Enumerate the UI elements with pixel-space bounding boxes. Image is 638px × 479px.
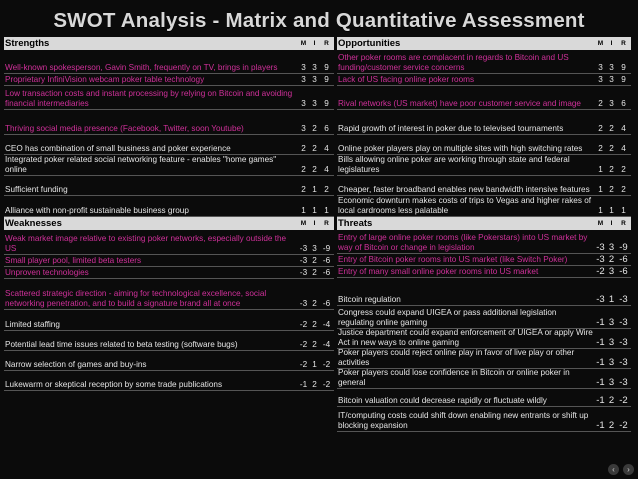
r-value: -6: [619, 254, 628, 265]
i-value: 3: [608, 377, 615, 388]
opportunities-row: [337, 196, 631, 217]
m-value: 3: [598, 63, 603, 72]
item-text: Poker players could reject online play in favor of live play or other activities: [338, 349, 575, 367]
item-text: Potential lead time issues related to beta testing (software bugs): [5, 340, 238, 349]
m-value: -1: [596, 420, 605, 431]
r-header: R: [324, 219, 329, 227]
r-value: 4: [324, 165, 329, 174]
r-value: -2: [619, 420, 628, 431]
m-value: 3: [301, 124, 306, 133]
m-header: M: [597, 219, 604, 227]
strengths-row: [4, 135, 334, 155]
r-value: 2: [621, 165, 626, 174]
i-value: 3: [609, 75, 614, 84]
m-value: 3: [598, 75, 603, 84]
r-value: -6: [322, 256, 331, 265]
opportunities-row: [337, 110, 631, 135]
weaknesses-list: [4, 230, 334, 391]
i-value: 3: [609, 63, 614, 72]
item-text: Lukewarm or skeptical reception by some trade publications: [5, 380, 223, 389]
opportunities-row: [337, 135, 631, 155]
r-value: 6: [324, 124, 329, 133]
r-value: -3: [619, 357, 628, 368]
r-value: -9: [322, 244, 331, 253]
r-header: R: [324, 39, 329, 47]
i-value: 2: [312, 144, 317, 153]
strengths-label: Strengths: [5, 37, 50, 49]
i-value: 2: [609, 165, 614, 174]
i-value: 2: [608, 395, 615, 406]
m-value: 2: [598, 124, 603, 133]
r-value: 9: [324, 75, 329, 84]
item-text: Rapid growth of interest in poker due to televised tournaments: [338, 124, 564, 133]
i-value: 3: [312, 63, 317, 72]
threats-header: [337, 217, 631, 230]
weaknesses-row: [4, 279, 334, 310]
threats-row: [337, 329, 631, 349]
i-value: 2: [312, 299, 317, 308]
r-value: -9: [619, 242, 628, 253]
m-value: -3: [596, 254, 605, 265]
i-value: 1: [608, 294, 615, 305]
opportunities-header: [337, 37, 631, 50]
threats-label: Threats: [338, 217, 373, 229]
m-value: 1: [598, 165, 603, 174]
opportunities-row: [337, 50, 631, 74]
threats-row: [337, 306, 631, 329]
weaknesses-header: [4, 217, 334, 230]
i-value: 2: [609, 124, 614, 133]
i-value: 2: [312, 165, 317, 174]
i-header: I: [610, 39, 613, 47]
r-value: 9: [621, 75, 626, 84]
i-value: 3: [312, 244, 317, 253]
threats-row: [337, 254, 631, 266]
item-text: Unproven technologies: [5, 268, 89, 277]
m-value: -3: [299, 299, 308, 308]
r-value: 4: [324, 144, 329, 153]
m-value: 2: [598, 99, 603, 108]
opportunities-row: [337, 86, 631, 110]
m-value: 2: [598, 144, 603, 153]
m-value: 3: [301, 99, 306, 108]
item-text: Other poker rooms are complacent in regards to Bitcoin and US funding/customer service concerns: [338, 53, 569, 72]
item-text: Weak market image relative to existing poker networks, especially outside the US: [5, 234, 287, 253]
i-value: 3: [608, 357, 615, 368]
m-value: -1: [596, 337, 605, 348]
r-value: -6: [619, 266, 628, 277]
item-text: Proprietary InfiniVision webcam poker table technology: [5, 75, 205, 84]
m-value: -2: [299, 340, 308, 349]
i-value: 3: [608, 317, 615, 328]
strengths-row: [4, 74, 334, 86]
i-value: 2: [312, 124, 317, 133]
i-value: 1: [609, 206, 614, 215]
m-value: -1: [299, 380, 308, 389]
weaknesses-row: [4, 331, 334, 351]
item-text: Economic downturn makes costs of trips to Vegas and higher rakes of local cardrooms less palatable: [338, 196, 592, 215]
item-text: Lack of US facing online poker rooms: [338, 75, 475, 84]
i-value: 1: [312, 185, 317, 194]
i-value: 2: [608, 254, 615, 265]
i-value: 2: [609, 185, 614, 194]
i-header: I: [313, 39, 316, 47]
r-value: -3: [619, 377, 628, 388]
i-header: I: [313, 219, 316, 227]
item-text: Rival networks (US market) have poor customer service and image: [338, 99, 581, 108]
m-value: 3: [301, 75, 306, 84]
m-value: -1: [596, 357, 605, 368]
m-value: -1: [596, 317, 605, 328]
i-value: 2: [312, 256, 317, 265]
m-value: -3: [299, 244, 308, 253]
item-text: Cheaper, faster broadband enables new bandwidth intensive features: [338, 185, 590, 194]
m-value: 1: [598, 185, 603, 194]
i-value: 2: [312, 380, 317, 389]
item-text: IT/computing costs could shift down enabling new entrants or shift up blocking expansion: [338, 411, 589, 430]
threats-row: [337, 369, 631, 389]
item-text: Narrow selection of games and buy-ins: [5, 360, 147, 369]
weaknesses-row: [4, 255, 334, 267]
threats-row: [337, 407, 631, 432]
r-header: R: [621, 219, 626, 227]
swot-matrix: [4, 37, 631, 477]
r-value: 4: [621, 124, 626, 133]
m-value: -3: [596, 242, 605, 253]
threats-row: [337, 266, 631, 278]
r-value: 4: [621, 144, 626, 153]
m-value: 2: [301, 144, 306, 153]
item-text: Small player pool, limited beta testers: [5, 256, 142, 265]
r-value: -4: [322, 320, 331, 329]
i-value: 2: [312, 268, 317, 277]
m-value: 1: [598, 206, 603, 215]
item-text: Congress could expand UIGEA or pass additional legislation regulating online gaming: [338, 308, 557, 327]
item-text: Entry of large online poker rooms (like Pokerstars) into US market by way of Bitcoin or change in legislation: [338, 233, 588, 252]
item-text: Bitcoin valuation could decrease rapidly or fluctuate wildly: [338, 396, 547, 405]
weaknesses-row: [4, 230, 334, 255]
strengths-row: [4, 155, 334, 176]
item-text: Online poker players play on multiple sites with high switching rates: [338, 144, 583, 153]
strengths-row: [4, 196, 334, 217]
r-value: 9: [621, 63, 626, 72]
item-text: Bitcoin regulation: [338, 295, 401, 304]
item-text: Limited staffing: [5, 320, 60, 329]
item-text: Entry of Bitcoin poker rooms into US market (like Switch Poker): [338, 255, 568, 264]
threats-row: [337, 278, 631, 306]
threats-row: [337, 349, 631, 369]
r-value: -6: [322, 299, 331, 308]
i-header: I: [610, 219, 613, 227]
item-text: Alliance with non-profit sustainable business group: [5, 206, 189, 215]
strengths-row: [4, 86, 334, 110]
i-value: 2: [609, 144, 614, 153]
item-text: Sufficient funding: [5, 185, 68, 194]
strengths-list: [4, 50, 334, 217]
weaknesses-row: [4, 371, 334, 391]
r-value: 9: [324, 99, 329, 108]
m-value: -2: [299, 360, 308, 369]
r-value: -4: [322, 340, 331, 349]
m-value: 3: [301, 63, 306, 72]
opportunities-label: Opportunities: [338, 37, 401, 49]
r-value: -3: [619, 337, 628, 348]
m-value: 2: [301, 165, 306, 174]
r-value: 2: [324, 185, 329, 194]
right-column: [337, 37, 631, 477]
i-value: 2: [608, 420, 615, 431]
strengths-row: [4, 110, 334, 135]
chevron-left-icon[interactable]: ‹: [608, 464, 619, 475]
r-value: -2: [322, 380, 331, 389]
m-value: -2: [596, 266, 605, 277]
m-value: -3: [596, 294, 605, 305]
weaknesses-label: Weaknesses: [5, 217, 62, 229]
i-value: 3: [608, 337, 615, 348]
m-header: M: [300, 219, 307, 227]
item-text: CEO has combination of small business and poker experience: [5, 144, 231, 153]
i-value: 1: [312, 360, 317, 369]
i-value: 3: [312, 99, 317, 108]
item-text: Thriving social media presence (Facebook, Twitter, soon Youtube): [5, 124, 244, 133]
m-value: 2: [301, 185, 306, 194]
item-text: Entry of many small online poker rooms into US market: [338, 267, 539, 276]
i-value: 1: [312, 206, 317, 215]
item-text: Poker players could lose confidence in Bitcoin or online poker in general: [338, 369, 570, 387]
opportunities-row: [337, 74, 631, 86]
i-value: 3: [608, 266, 615, 277]
item-text: Justice department could expand enforcement of UIGEA or apply Wire Act in new ways to online gaming: [338, 329, 593, 347]
item-text: Scattered strategic direction - aiming for technological excellence, social networking penetration, and to build a signature brand all at once: [5, 289, 267, 308]
weaknesses-row: [4, 267, 334, 279]
r-value: 1: [324, 206, 329, 215]
left-column: [4, 37, 334, 477]
m-value: 1: [301, 206, 306, 215]
m-header: M: [300, 39, 307, 47]
r-header: R: [621, 39, 626, 47]
m-header: M: [597, 39, 604, 47]
m-value: -1: [596, 395, 605, 406]
item-text: Integrated poker related social networking feature - enables "home games" online: [5, 155, 277, 174]
opportunities-row: [337, 176, 631, 196]
slide-nav: [608, 464, 634, 475]
item-text: Low transaction costs and instant processing by relying on Bitcoin and avoiding financial intermediaries: [5, 89, 293, 108]
strengths-header: [4, 37, 334, 50]
r-value: 6: [621, 99, 626, 108]
strengths-row: [4, 50, 334, 74]
i-value: 3: [608, 242, 615, 253]
i-value: 2: [312, 320, 317, 329]
m-value: -3: [299, 268, 308, 277]
r-value: -2: [322, 360, 331, 369]
m-value: -3: [299, 256, 308, 265]
r-value: 2: [621, 185, 626, 194]
m-value: -2: [299, 320, 308, 329]
weaknesses-row: [4, 351, 334, 371]
page-title: SWOT Analysis - Matrix and Quantitative Assessment: [53, 9, 585, 32]
i-value: 3: [609, 99, 614, 108]
threats-row: [337, 230, 631, 254]
opportunities-row: [337, 155, 631, 176]
m-value: -1: [596, 377, 605, 388]
i-value: 2: [312, 340, 317, 349]
r-value: 9: [324, 63, 329, 72]
item-text: Well-known spokesperson, Gavin Smith, frequently on TV, brings in players: [5, 63, 278, 72]
i-value: 3: [312, 75, 317, 84]
opportunities-list: [337, 50, 631, 217]
r-value: -2: [619, 395, 628, 406]
threats-row: [337, 389, 631, 407]
r-value: -3: [619, 294, 628, 305]
r-value: -3: [619, 317, 628, 328]
strengths-row: [4, 176, 334, 196]
threats-list: [337, 230, 631, 432]
weaknesses-row: [4, 310, 334, 331]
r-value: -6: [322, 268, 331, 277]
r-value: 1: [621, 206, 626, 215]
item-text: Bills allowing online poker are working through state and federal legislatures: [338, 155, 570, 174]
chevron-right-icon[interactable]: ›: [623, 464, 634, 475]
